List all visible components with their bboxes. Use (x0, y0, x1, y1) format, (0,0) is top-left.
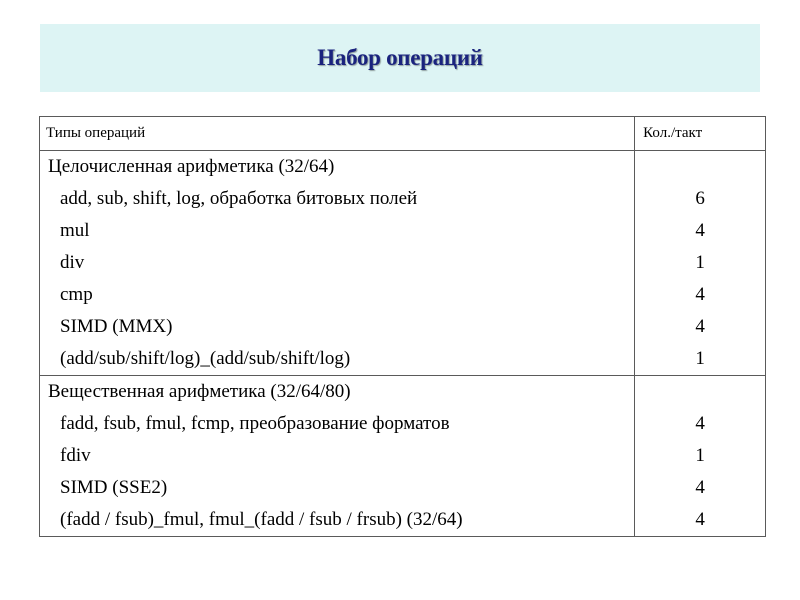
spacer (635, 376, 765, 408)
float-counts-cell (635, 376, 766, 537)
op-name: SIMD (SSE2) (60, 477, 168, 498)
operations-table (39, 116, 766, 537)
op-count: 4 (695, 220, 705, 241)
page-title: Набор операций (317, 45, 483, 70)
op-name: div (60, 252, 85, 273)
op-count: 4 (695, 477, 705, 498)
op-count: 1 (695, 348, 705, 369)
group-heading-integer: Целочисленная арифметика (32/64) (48, 156, 335, 177)
op-name: add, sub, shift, log, обработка битовых полей (60, 188, 418, 209)
integer-ops-cell (40, 151, 635, 376)
op-name: fdiv (60, 445, 91, 466)
table-row-integer-group (40, 151, 766, 376)
table-header-row (40, 117, 766, 151)
op-count: 1 (695, 445, 705, 466)
op-count: 4 (695, 509, 705, 530)
float-ops-cell (40, 376, 635, 537)
op-count: 6 (695, 188, 705, 209)
integer-counts-cell (635, 151, 766, 376)
op-name: cmp (60, 284, 93, 305)
header-count-per-cycle: Кол./такт (635, 117, 766, 151)
op-count: 4 (695, 413, 705, 434)
op-name: mul (60, 220, 90, 241)
op-name: (fadd / fsub)_fmul, fmul_(fadd / fsub / frsub) (32/64) (60, 509, 463, 530)
group-heading-float: Вещественная арифметика (32/64/80) (48, 381, 351, 402)
title-banner (40, 24, 760, 92)
header-operation-types: Типы операций (40, 117, 635, 151)
op-count: 1 (695, 252, 705, 273)
op-name: fadd, fsub, fmul, fcmp, преобразование форматов (60, 413, 450, 434)
op-name: (add/sub/shift/log)_(add/sub/shift/log) (60, 348, 351, 369)
op-name: SIMD (MMX) (60, 316, 173, 337)
op-count: 4 (695, 316, 705, 337)
spacer (635, 151, 765, 183)
table-row-float-group (40, 376, 766, 537)
op-count: 4 (695, 284, 705, 305)
